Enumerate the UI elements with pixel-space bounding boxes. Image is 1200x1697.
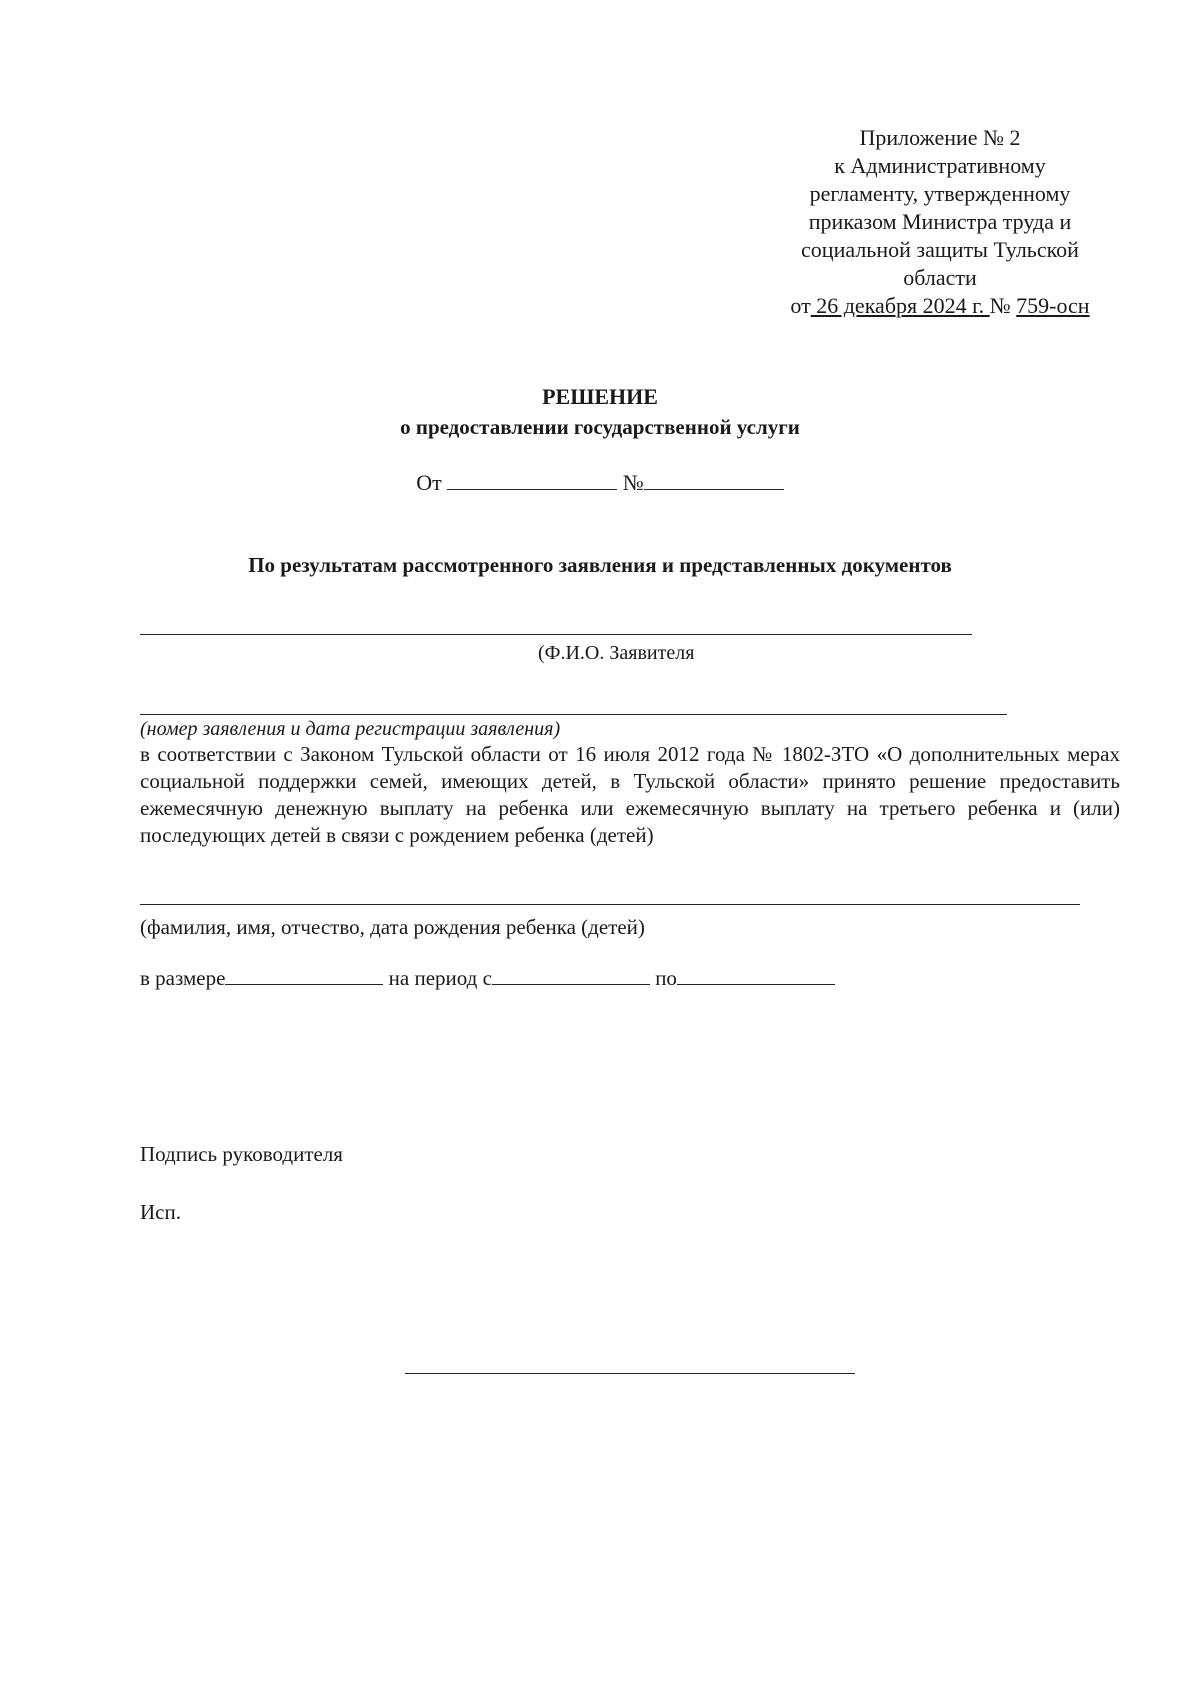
annex-date-line — [760, 292, 1120, 320]
annex-line-5: социальной защиты Тульской — [801, 237, 1079, 262]
annex-line-3: регламенту, утвержденному — [809, 181, 1071, 206]
head-signature-label: Подпись руководителя — [140, 1142, 343, 1166]
application-number-blank[interactable] — [140, 714, 1007, 715]
decision-body: в соответствии с Законом Тульской области от 16 июля 2012 года № 1802-ЗТО «О дополнительных мерах социальной поддержки семей, имеющих детей, в Тульской области» принято решение предоставить ежемесячную денежную выплату на ребенка или ежемесячную выплату на третьего ребенка и (или) последующих детей в связи с рождением ребенка (детей) — [140, 742, 1120, 847]
annex-line-6: области — [903, 265, 977, 290]
amount-blank[interactable] — [225, 966, 383, 985]
annex-date-value: 26 декабря 2024 г. — [810, 293, 990, 318]
applicant-caption: (Ф.И.О. Заявителя — [538, 642, 695, 664]
annex-number-value: 759-осн — [1016, 293, 1090, 318]
period-from-blank[interactable] — [492, 966, 650, 985]
annex-line-2: к Административному — [834, 153, 1046, 178]
child-info-blank[interactable] — [140, 904, 1080, 905]
period-to-blank[interactable] — [677, 966, 835, 985]
annex-line-4: приказом Министра труда и — [808, 209, 1072, 234]
number-label: № — [622, 470, 644, 495]
period-to-label: по — [655, 966, 677, 990]
intro-heading: По результатам рассмотренного заявления и представленных документов — [248, 553, 952, 577]
annex-line-1: Приложение № 2 — [859, 125, 1021, 150]
document-title: РЕШЕНИЕ — [542, 384, 658, 409]
child-caption: (фамилия, имя, отчество, дата рождения ребенка (детей) — [140, 915, 645, 939]
document-subtitle: о предоставлении государственной услуги — [400, 415, 800, 439]
closing-rule — [405, 1373, 855, 1374]
executor-label: Исп. — [140, 1200, 181, 1224]
application-caption: (номер заявления и дата регистрации заявления) — [140, 718, 561, 740]
date-number-row — [0, 470, 1200, 496]
date-blank[interactable] — [447, 471, 617, 490]
from-label: От — [416, 470, 442, 495]
annex-date-prefix: от — [790, 293, 811, 318]
amount-label: в размере — [140, 966, 226, 990]
annex-block — [760, 124, 1120, 320]
period-from-label: на период с — [388, 966, 492, 990]
amount-period-row — [140, 966, 835, 991]
number-blank[interactable] — [644, 471, 784, 490]
annex-number-sign: № — [989, 293, 1017, 318]
applicant-name-blank[interactable] — [140, 634, 972, 635]
